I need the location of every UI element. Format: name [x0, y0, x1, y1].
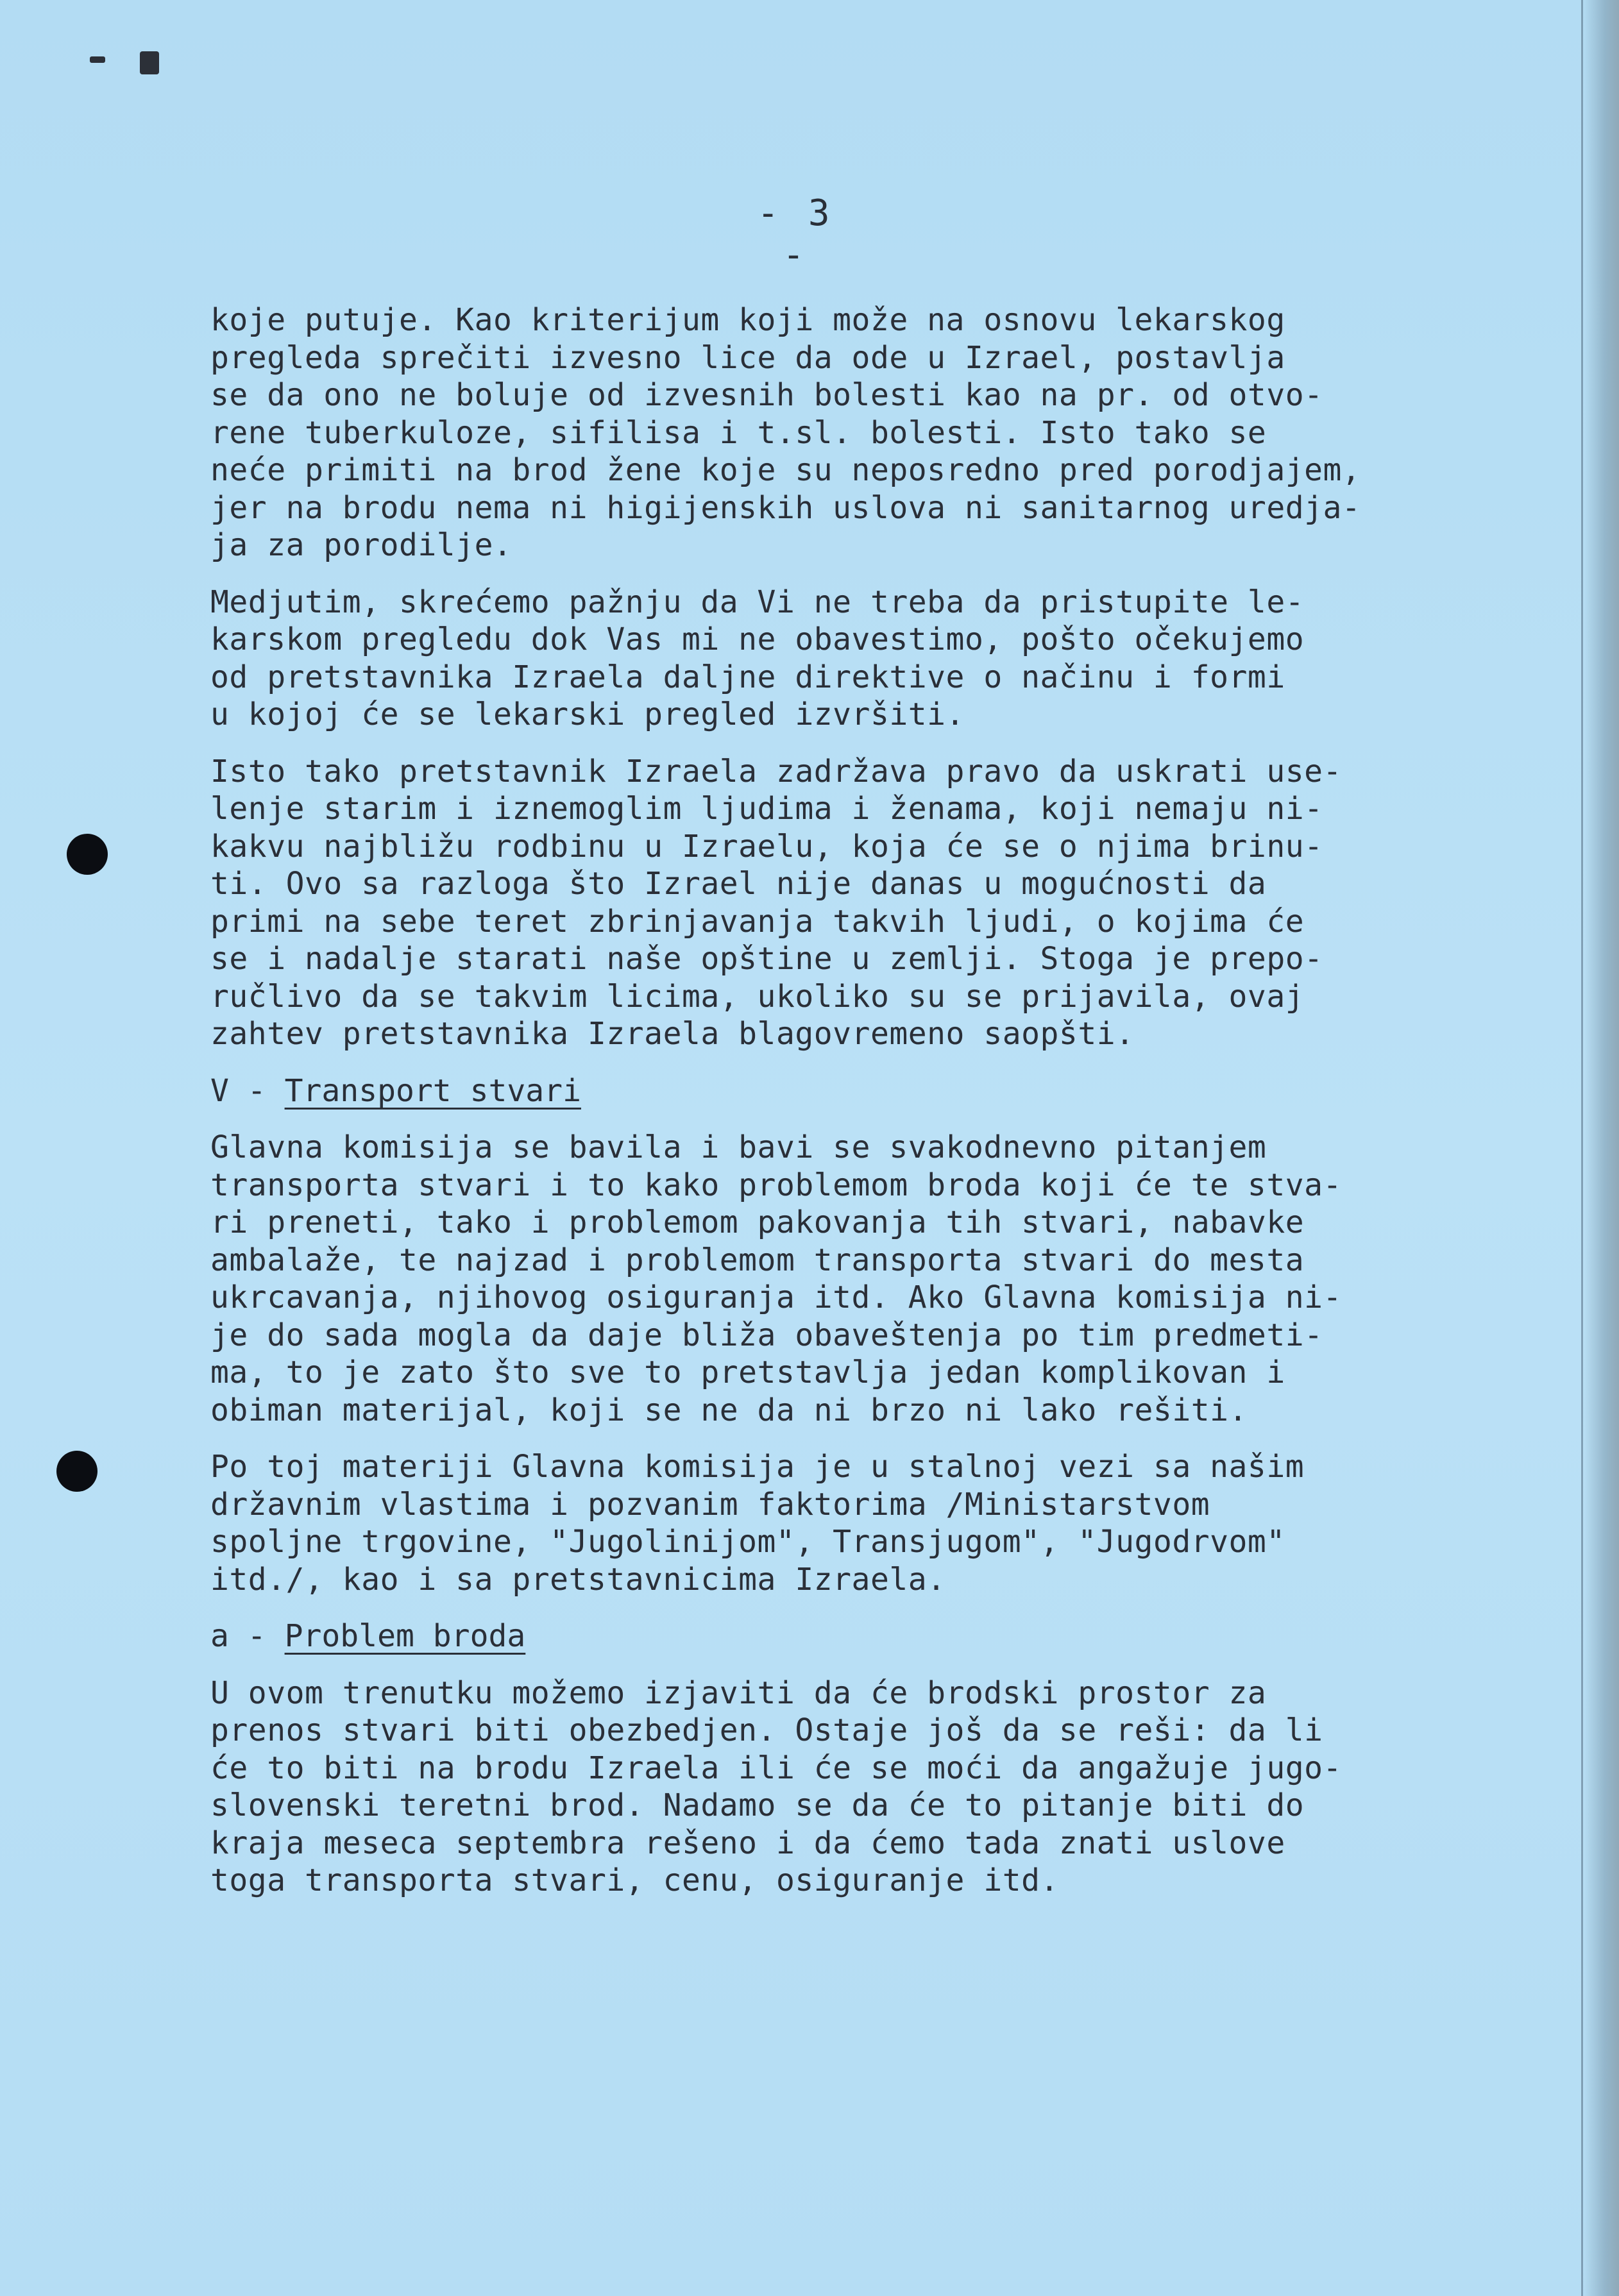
paragraph-group: [210, 301, 1442, 1053]
page-number: - 3 -: [757, 192, 834, 276]
text-line: U ovom trenutku možemo izjaviti da će brodski prostor za: [210, 1675, 1267, 1711]
document-body: [210, 301, 1442, 1919]
page-edge-line: [1581, 0, 1583, 2296]
text-line: koje putuje. Kao kriterijum koji može na osnovu lekarskog: [210, 302, 1285, 338]
text-line: kakvu najbližu rodbinu u Izraelu, koja će se o njima brinu-: [210, 828, 1323, 865]
text-line: obiman materijal, koji se ne da ni brzo ni lako rešiti.: [210, 1392, 1248, 1428]
text-line: jer na brodu nema ni higijenskih uslova ni sanitarnog uredja-: [210, 489, 1361, 526]
text-line: zahtev pretstavnika Izraela blagovremeno saopšti.: [210, 1016, 1135, 1052]
text-line: ambalaže, te najzad i problemom transporta stvari do mesta: [210, 1242, 1305, 1278]
section-title: Problem broda: [284, 1618, 526, 1654]
text-line: primi na sebe teret zbrinjavanja takvih ljudi, o kojima će: [210, 903, 1305, 940]
text-line: ti. Ovo sa razloga što Izrael nije danas u mogućnosti da: [210, 866, 1267, 902]
paragraph: [210, 584, 1442, 734]
text-line: u kojoj će se lekarski pregled izvršiti.: [210, 696, 965, 732]
paragraph-group: [210, 1129, 1442, 1598]
text-line: Medjutim, skrećemo pažnju da Vi ne treba da pristupite le-: [210, 584, 1305, 620]
page-edge-shadow: [1583, 0, 1619, 2296]
paragraph: [210, 1448, 1442, 1598]
paragraph: [210, 1129, 1442, 1429]
text-line: spoljne trgovine, "Jugolinijom", Transjugom", "Jugodrvom": [210, 1524, 1285, 1560]
text-line: ja za porodilje.: [210, 527, 513, 563]
text-line: ri preneti, tako i problemom pakovanja tih stvari, nabavke: [210, 1204, 1305, 1240]
text-line: pregleda sprečiti izvesno lice da ode u Izrael, postavlja: [210, 339, 1285, 376]
text-line: ručlivo da se takvim licima, ukoliko su se prijavila, ovaj: [210, 978, 1305, 1015]
text-line: državnim vlastima i pozvanim faktorima /Ministarstvom: [210, 1486, 1210, 1523]
text-line: Isto tako pretstavnik Izraela zadržava pravo da uskrati use-: [210, 753, 1342, 789]
section-heading-v: [210, 1072, 1442, 1110]
paragraph-group: [210, 1675, 1442, 1900]
text-line: slovenski teretni brod. Nadamo se da će to pitanje biti do: [210, 1787, 1305, 1823]
text-line: je do sada mogla da daje bliža obaveštenja po tim predmeti-: [210, 1317, 1323, 1353]
text-line: se da ono ne boluje od izvesnih bolesti kao na pr. od otvo-: [210, 377, 1323, 413]
text-line: lenje starim i iznemoglim ljudima i ženama, koji nemaju ni-: [210, 791, 1323, 827]
text-line: kraja meseca septembra rešeno i da ćemo tada znati uslove: [210, 1825, 1285, 1861]
text-line: Po toj materiji Glavna komisija je u stalnoj vezi sa našim: [210, 1449, 1305, 1485]
text-line: toga transporta stvari, cenu, osiguranje itd.: [210, 1862, 1059, 1898]
text-line: ukrcavanja, njihovog osiguranja itd. Ako Glavna komisija ni-: [210, 1279, 1342, 1315]
section-heading-a: [210, 1617, 1442, 1655]
text-line: od pretstavnika Izraela daljne direktive o načinu i formi: [210, 659, 1285, 695]
staple-mark: [140, 51, 159, 74]
paragraph: [210, 753, 1442, 1053]
section-number: a -: [210, 1618, 285, 1654]
text-line: itd./, kao i sa pretstavnicima Izraela.: [210, 1561, 946, 1598]
text-line: se i nadalje starati naše opštine u zemlji. Stoga je prepo-: [210, 941, 1323, 977]
punch-hole: [67, 834, 108, 875]
paragraph: [210, 1675, 1442, 1900]
section-title: Transport stvari: [284, 1072, 581, 1109]
staple-mark: [90, 56, 105, 63]
text-line: karskom pregledu dok Vas mi ne obavestimo, pošto očekujemo: [210, 621, 1305, 657]
punch-hole: [56, 1451, 97, 1492]
text-line: prenos stvari biti obezbedjen. Ostaje još da se reši: da li: [210, 1712, 1323, 1748]
text-line: će to biti na brodu Izraela ili će se moći da angažuje jugo-: [210, 1750, 1342, 1786]
text-line: Glavna komisija se bavila i bavi se svakodnevno pitanjem: [210, 1129, 1267, 1165]
text-line: transporta stvari i to kako problemom broda koji će te stva-: [210, 1167, 1342, 1203]
text-line: rene tuberkuloze, sifilisa i t.sl. bolesti. Isto tako se: [210, 414, 1267, 451]
paragraph: [210, 301, 1442, 564]
section-number: V -: [210, 1072, 285, 1109]
text-line: neće primiti na brod žene koje su neposredno pred porodjajem,: [210, 452, 1361, 488]
text-line: ma, to je zato što sve to pretstavlja jedan komplikovan i: [210, 1355, 1285, 1390]
